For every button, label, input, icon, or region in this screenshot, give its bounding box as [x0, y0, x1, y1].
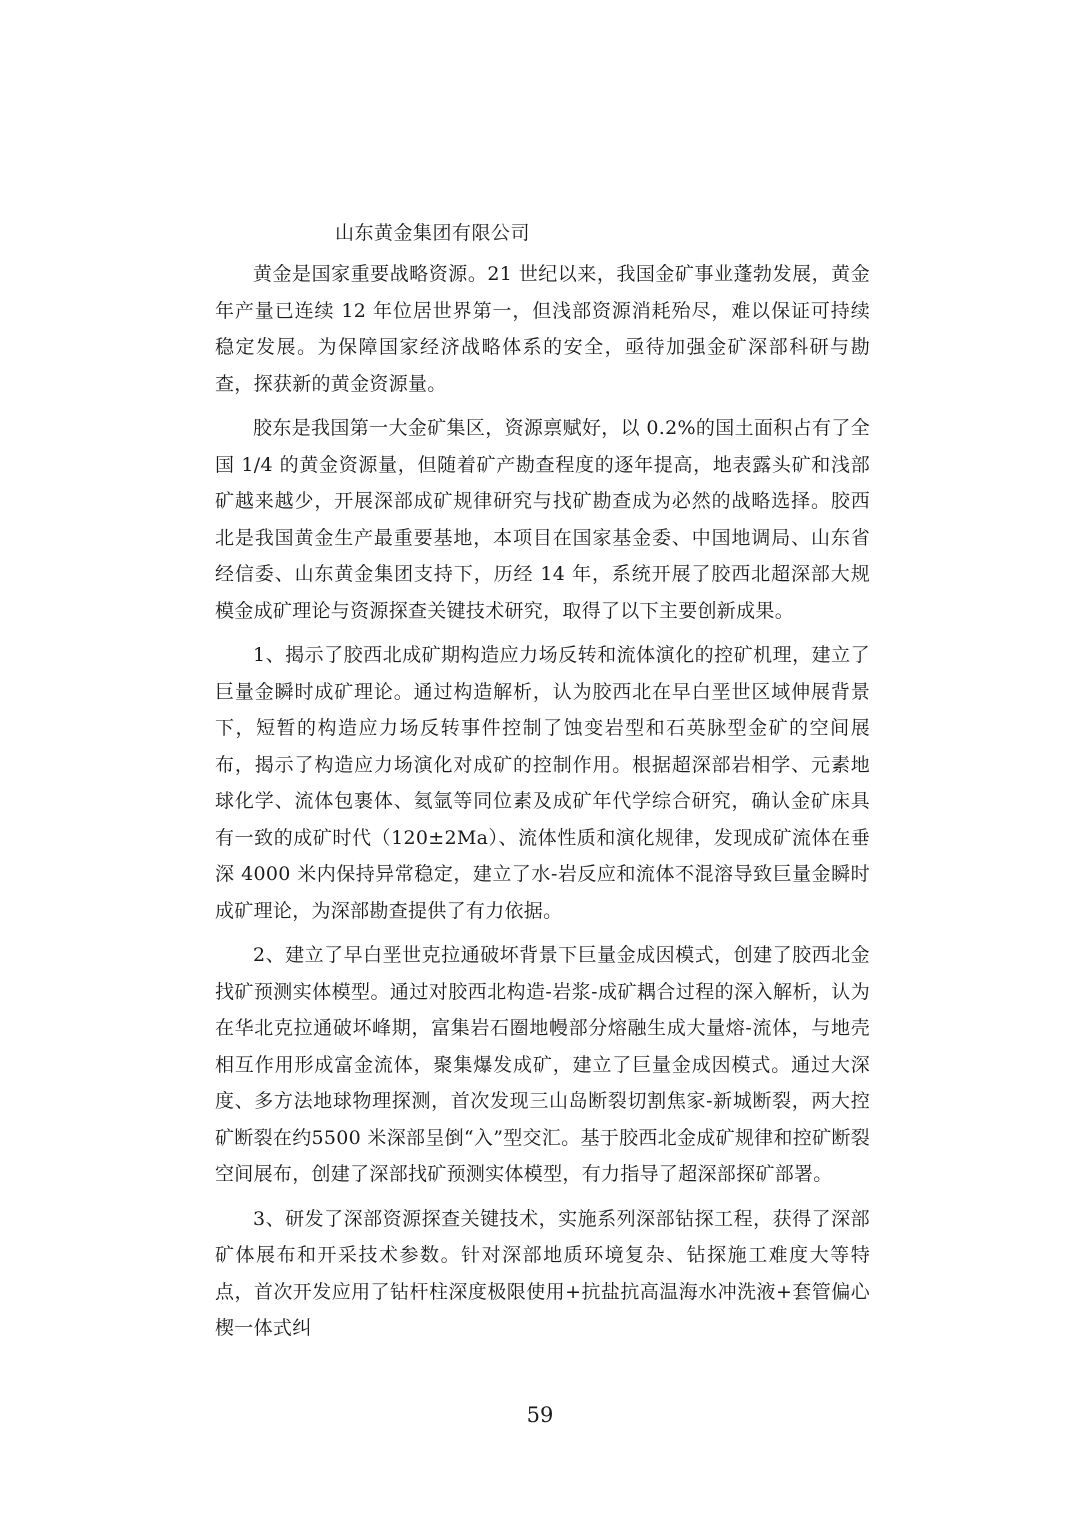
- paragraph-innovation-2: 2、建立了早白垩世克拉通破坏背景下巨量金成因模式，创建了胶西北金找矿预测实体模型。通过对胶西北构造-岩浆-成矿耦合过程的深入解析，认为在华北克拉通破坏峰期，富集岩石圈地幔部分熔融生成大量熔-流体，与地壳相互作用形成富金流体，聚集爆发成矿，建立了巨量金成因模式。通过大深度、多方法地球物理探测，首次发现三山岛断裂切割焦家-新城断裂，两大控矿断裂在约5500 米深部呈倒“入”型交汇。基于胶西北金成矿规律和控矿断裂空间展布，创建了深部找矿预测实体模型，有力指导了超深部探矿部署。: [215, 944, 870, 1185]
- paragraph-innovation-1: 1、揭示了胶西北成矿期构造应力场反转和流体演化的控矿机理，建立了巨量金瞬时成矿理论。通过构造解析，认为胶西北在早白垩世区域伸展背景下，短暂的构造应力场反转事件控制了蚀变岩型和石英脉型金矿的空间展布，揭示了构造应力场演化对成矿的控制作用。根据超深部岩相学、元素地球化学、流体包裹体、氦氩等同位素及成矿年代学综合研究，确认金矿床具有一致的成矿时代（120±2Ma）、流体性质和演化规律，发现成矿流体在垂深 4000 米内保持异常稳定，建立了水-岩反应和流体不混溶导致巨量金瞬时成矿理论，为深部勘查提供了有力依据。: [215, 644, 870, 922]
- paragraph-intro: 黄金是国家重要战略资源。21 世纪以来，我国金矿事业蓬勃发展，黄金年产量已连续 12 年位居世界第一，但浅部资源消耗殆尽，难以保证可持续稳定发展。为保障国家经济战略体系的安全，亟待加强金矿深部科研与勘查，探获新的黄金资源量。: [215, 263, 870, 395]
- page-number: 59: [526, 1403, 554, 1427]
- organization-name: 山东黄金集团有限公司: [335, 222, 531, 244]
- paragraph-background: 胶东是我国第一大金矿集区，资源禀赋好，以 0.2%的国土面积占有了全国 1/4 的黄金资源量，但随着矿产勘查程度的逐年提高，地表露头矿和浅部矿越来越少，开展深部成矿规律研究与找矿勘查成为必然的战略选择。胶西北是我国黄金生产最重要基地，本项目在国家基金委、中国地调局、山东省经信委、山东黄金集团支持下，历经 14 年，系统开展了胶西北超深部大规模金成矿理论与资源探查关键技术研究，取得了以下主要创新成果。: [215, 417, 870, 622]
- paragraph-innovation-3: 3、研发了深部资源探查关键技术，实施系列深部钻探工程，获得了深部矿体展布和开采技术参数。针对深部地质环境复杂、钻探施工难度大等特点，首次开发应用了钻杆柱深度极限使用+抗盐抗高温海水冲洗液+套管偏心楔一体式纠: [215, 1207, 870, 1339]
- body-text: [215, 256, 870, 1355]
